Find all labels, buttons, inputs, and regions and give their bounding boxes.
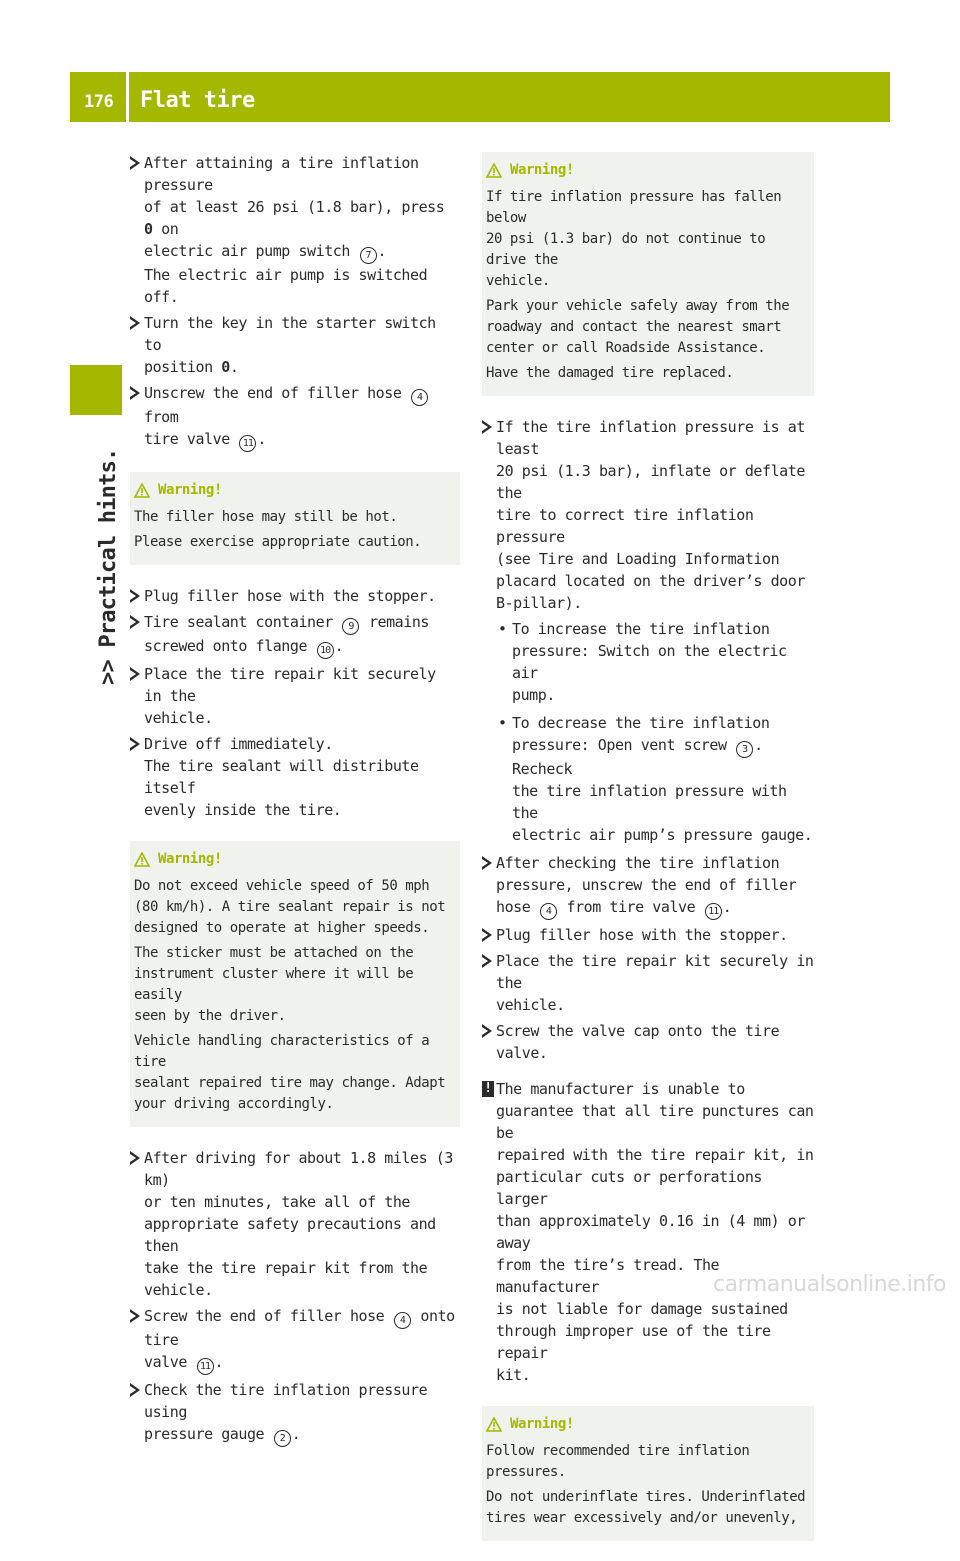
warning-text: Follow recommended tire inflation pressures. xyxy=(486,1443,750,1480)
warning-text: Park your vehicle safely away from the roadway and contact the nearest smart center or call Roadside Assistance. xyxy=(486,298,790,356)
ref-number: 4 xyxy=(540,903,557,920)
step-text: Place the tire repair kit securely in the vehicle. xyxy=(496,952,814,1014)
step-text: remains screwed onto flange xyxy=(144,613,430,655)
step-bullet-icon xyxy=(130,736,140,752)
step-text: . xyxy=(214,1353,224,1371)
step-text: After checking the tire inflation pressure, unscrew the end of filler hose xyxy=(496,854,797,916)
step xyxy=(130,733,460,821)
page-title: Flat tire xyxy=(140,88,255,113)
sub-item xyxy=(482,712,814,846)
warning-box xyxy=(130,841,460,1127)
step xyxy=(482,1020,814,1064)
step-text: . xyxy=(722,898,732,916)
sub-item xyxy=(482,618,814,706)
warning-box xyxy=(482,1406,814,1541)
note-text: The manufacturer is unable to guarantee that all tire punctures can be repaired with the tire repair kit, in particular cuts or perforations larger than approximately 0.16 in (4 mm) or away from the tire’s tread. The manufacturer is not liable for damage sustained through improper use of the tire repair kit. xyxy=(496,1080,814,1384)
step-text: . xyxy=(334,637,344,655)
step-text: Drive off immediately. The tire sealant will distribute itself evenly inside the tire. xyxy=(144,735,419,819)
step-text: Plug filler hose with the stopper. xyxy=(144,587,436,605)
page-number: 176 xyxy=(84,92,114,112)
ref-number: 2 xyxy=(274,1430,291,1447)
ref-number: 9 xyxy=(342,618,359,635)
warning-triangle-icon xyxy=(134,483,150,498)
section-title: >> Practical hints. xyxy=(96,448,121,685)
step-text: Unscrew the end of filler hose xyxy=(144,384,411,402)
right-column xyxy=(482,132,814,1561)
step xyxy=(130,1379,460,1447)
step-text: . xyxy=(229,358,239,376)
step xyxy=(130,663,460,729)
step-text: Place the tire repair kit securely in the vehicle. xyxy=(144,665,436,727)
warning-box xyxy=(130,472,460,565)
warning-label: Warning! xyxy=(158,482,222,498)
warning-triangle-icon xyxy=(134,852,150,867)
step-bullet-icon xyxy=(130,315,140,331)
step xyxy=(130,611,460,659)
exclamation-note-icon: ! xyxy=(482,1081,494,1097)
step-bullet-icon xyxy=(130,1382,140,1398)
warning-triangle-icon xyxy=(486,1417,502,1432)
step-text: Screw the end of filler hose xyxy=(144,1307,393,1325)
key-position: 0 xyxy=(221,358,230,376)
bullet-dot-icon: • xyxy=(498,714,507,732)
step xyxy=(482,852,814,920)
step xyxy=(130,152,460,308)
sub-item-text: To increase the tire inflation pressure: Switch on the electric air pump. xyxy=(512,620,787,704)
warning-text: Have the damaged tire replaced. xyxy=(486,365,734,381)
step xyxy=(482,950,814,1016)
step-bullet-icon xyxy=(130,666,140,682)
warning-text: Do not exceed vehicle speed of 50 mph (80 km/h). A tire sealant repair is not designed to operate at higher speeds. xyxy=(134,878,446,936)
warning-text: Please exercise appropriate caution. xyxy=(134,534,422,550)
step-bullet-icon xyxy=(482,855,492,871)
warning-label: Warning! xyxy=(510,1416,574,1432)
step-bullet-icon xyxy=(482,953,492,969)
warning-triangle-icon xyxy=(486,163,502,178)
step-text: Screw the valve cap onto the tire valve. xyxy=(496,1022,780,1062)
section-tab xyxy=(70,365,122,415)
step xyxy=(130,585,460,607)
step-bullet-icon xyxy=(482,927,492,943)
step xyxy=(130,382,460,452)
warning-text: If tire inflation pressure has fallen below 20 psi (1.3 bar) do not continue to drive the vehicle. xyxy=(486,189,782,289)
key-position: 0 xyxy=(144,220,153,238)
step xyxy=(482,924,814,946)
step xyxy=(130,1305,460,1375)
step-text: onto tire valve xyxy=(144,1307,455,1371)
step-bullet-icon xyxy=(130,614,140,630)
left-column xyxy=(130,152,460,1451)
step-bullet-icon xyxy=(130,1150,140,1166)
step xyxy=(130,312,460,378)
step-text: . The electric air pump is switched off. xyxy=(144,242,428,306)
step-text: After driving for about 1.8 miles (3 km) or ten minutes, take all of the appropriate safety precautions and then take the tire repair kit from the vehicle. xyxy=(144,1149,453,1299)
ref-number: 11 xyxy=(705,903,722,920)
step-text: . xyxy=(257,430,266,448)
bullet-dot-icon: • xyxy=(498,620,507,638)
step-bullet-icon xyxy=(482,1023,492,1039)
warning-text: The sticker must be attached on the instrument cluster where it will be easily seen by the driver. xyxy=(134,945,414,1024)
ref-number: 4 xyxy=(394,1312,411,1329)
step-text: from tire valve xyxy=(557,898,704,916)
step-bullet-icon xyxy=(482,419,492,435)
step-text: Tire sealant container xyxy=(144,613,342,631)
warning-text: The filler hose may still be hot. xyxy=(134,509,398,525)
step-text: on electric air pump switch xyxy=(144,220,350,260)
step-bullet-icon xyxy=(130,588,140,604)
ref-number: 7 xyxy=(360,247,377,264)
step-text: . xyxy=(291,1425,301,1443)
note xyxy=(482,1078,814,1386)
watermark: carmanualsonline.info xyxy=(713,1272,946,1297)
step-bullet-icon xyxy=(130,385,140,401)
warning-label: Warning! xyxy=(510,162,574,178)
ref-number: 11 xyxy=(239,435,256,452)
step-text: After attaining a tire inflation pressure of at least 26 psi (1.8 bar), press xyxy=(144,154,445,216)
ref-number: 4 xyxy=(411,389,428,406)
sub-item-text: . Recheck the tire inflation pressure with the electric air pump’s pressure gauge. xyxy=(512,736,813,844)
step-text: If the tire inflation pressure is at least 20 psi (1.3 bar), inflate or deflate the tire to correct tire inflation pressure (see Tire and Loading Information placard located on the driver’s door B-pillar). xyxy=(496,418,805,612)
step-text: Turn the key in the starter switch to position xyxy=(144,314,436,376)
step-bullet-icon xyxy=(130,155,140,171)
sub-item-text: To decrease the tire inflation pressure: Open vent screw xyxy=(512,714,770,754)
ref-number: 11 xyxy=(197,1358,214,1375)
ref-number: 3 xyxy=(736,741,753,758)
warning-text: Do not underinflate tires. Underinflated tires wear excessively and/or unevenly, xyxy=(486,1489,806,1526)
step-text: Plug filler hose with the stopper. xyxy=(496,926,788,944)
step xyxy=(482,416,814,614)
warning-text: Vehicle handling characteristics of a tire sealant repaired tire may change. Adapt your driving accordingly. xyxy=(134,1033,446,1112)
step-text: from tire valve xyxy=(144,408,230,448)
warning-box xyxy=(482,152,814,396)
step-bullet-icon xyxy=(130,1308,140,1324)
ref-number: 10 xyxy=(317,642,334,659)
step-text: Check the tire inflation pressure using pressure gauge xyxy=(144,1381,428,1443)
step xyxy=(130,1147,460,1301)
header-divider xyxy=(126,72,129,122)
warning-label: Warning! xyxy=(158,851,222,867)
